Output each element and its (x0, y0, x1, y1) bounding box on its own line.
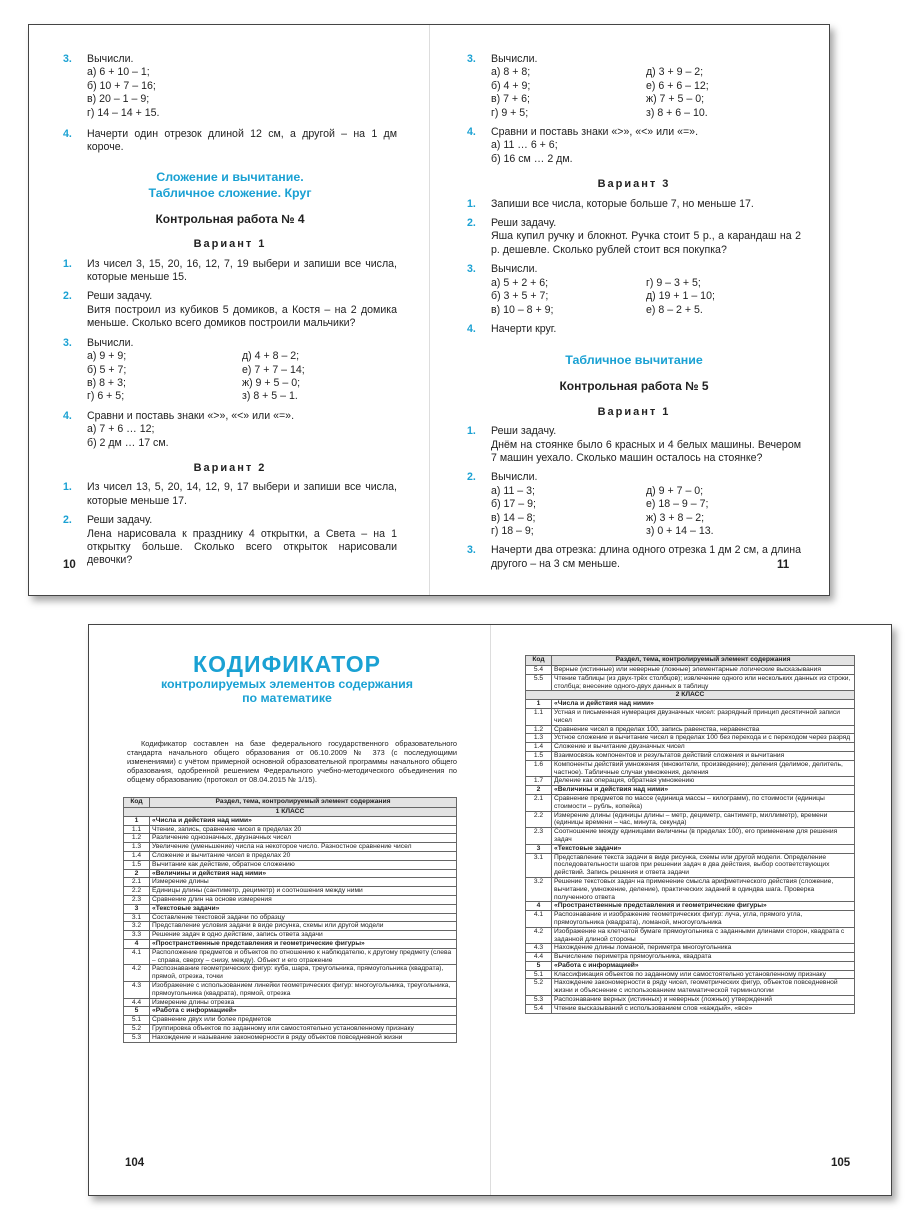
code-cell: 1.4 (526, 743, 552, 752)
content-cell: Расположение предметов и объектов по отношению к наблюдателю, к другому предмету (слева – справа, сверху – снизу, между). Объект и его отражение (150, 948, 457, 965)
code-cell: 4.3 (526, 944, 552, 953)
code-cell: 3.1 (526, 853, 552, 877)
page-10-column (63, 53, 397, 568)
code-cell: 1.3 (526, 734, 552, 743)
content-cell: Измерение длины (единицы длины – метр, дециметр, сантиметр, миллиметр), времени (единицы времени – час, минута, секунда) (552, 811, 855, 828)
content-cell: Сравнение предметов по массе (единица массы – килограмм), по стоимости (единицы стоимости – рубль, копейка) (552, 794, 855, 811)
content-cell: Изображение с использованием линейки геометрических фигур: многоугольника, треугольника, прямоугольника (квадрата), прямой, отрезка (150, 981, 457, 998)
table-row (526, 734, 855, 743)
gutter (429, 25, 430, 595)
table-row (526, 953, 855, 962)
content-cell: «Пространственные представления и геометрические фигуры» (552, 902, 855, 911)
table-row (526, 1004, 855, 1013)
content-cell: Представление условия задачи в виде рисунка, схемы или другой модели (150, 922, 457, 931)
table-row (124, 1033, 457, 1042)
content-cell: Решение задач в одно действие, запись ответа задачи (150, 931, 457, 940)
task-4: 4. Сравни и поставь знаки «>», «<» или «=». а) 11 … 6 + 6; б) 16 см … 2 дм. (467, 126, 699, 165)
content-cell: «Работа с информацией» (552, 961, 855, 970)
code-cell: 2.3 (124, 895, 150, 904)
section-row (526, 844, 855, 853)
table-row (526, 725, 855, 734)
code-cell: 4.2 (124, 965, 150, 982)
code-cell: 1 (124, 816, 150, 825)
codifier-subtitle: контролируемых элементов содержания по математике (160, 677, 414, 705)
table-row (526, 674, 855, 691)
table-row (526, 794, 855, 811)
gutter (490, 625, 491, 1195)
content-cell: Устное сложение и вычитание чисел в пределах 100 без перехода и с переходом через разряд (552, 734, 855, 743)
content-cell: Распознавание верных (истинных) и неверных (ложных) утверждений (552, 996, 855, 1005)
codifier-table-grade-1 (123, 797, 457, 1043)
section-row (526, 961, 855, 970)
content-cell: Измерение длины (150, 878, 457, 887)
section-row (526, 902, 855, 911)
expression-list: а) 6 + 10 – 1; б) 10 + 7 – 16; в) 20 – 1 – 9; г) 14 – 14 + 15. (87, 66, 160, 119)
page-11-column (467, 53, 801, 571)
table-row (526, 970, 855, 979)
table-row (526, 853, 855, 877)
content-cell: Составление текстовой задачи по образцу (150, 913, 457, 922)
section-title: Сложение и вычитание. Табличное сложение. Круг (148, 169, 312, 200)
code-cell: 1.7 (526, 777, 552, 786)
task-1: 1. Реши задачу. Днём на стоянке было 6 красных и 4 белых машины. Вечером 7 машин уехало. Сколько машин осталось на стоянке? (467, 425, 801, 464)
content-cell: Соотношение между единицами величины (в пределах 100), его применение для решения задач (552, 828, 855, 845)
book-spread-pages-10-11 (28, 24, 830, 596)
section-row (526, 700, 855, 709)
content-cell: Распознавание и изображение геометрических фигур: луча, угла, прямого угла, прямоугольника (квадрата), ломаной, многоугольника (552, 911, 855, 928)
table-row (124, 843, 457, 852)
code-cell: 1 (526, 700, 552, 709)
content-cell: Сравнение длин на основе измерения (150, 895, 457, 904)
table-row (124, 931, 457, 940)
section-row (124, 1007, 457, 1016)
code-cell: 5.2 (526, 979, 552, 996)
page-number: 104 (125, 1157, 145, 1169)
code-cell: 4.1 (124, 948, 150, 965)
codifier-title: КОДИФИКАТОР (193, 651, 381, 677)
code-cell: 2.1 (124, 878, 150, 887)
task-2: 2. Вычисли. а) 11 – 3; д) 9 + 7 – 0; б) 17 – 9; е) 18 – 9 – 7; в) 14 – 8; ж) 3 + 8 – 2; г) 18 – 9; з) 0 + 14 – 13. (467, 471, 801, 538)
code-cell: 5.4 (526, 666, 552, 675)
code-cell: 3.1 (124, 913, 150, 922)
code-cell: 4.4 (526, 953, 552, 962)
table-row (526, 877, 855, 901)
table-row (124, 860, 457, 869)
content-cell: Вычисление периметра прямоугольника, квадрата (552, 953, 855, 962)
content-cell: Нахождение закономерности в ряду чисел, геометрических фигур, объектов повседневной жизни и объяснение с использованием математической терминологии (552, 979, 855, 996)
content-cell: «Пространственные представления и геометрические фигуры» (150, 939, 457, 948)
code-cell: 5.1 (124, 1016, 150, 1025)
code-cell: 1.1 (526, 708, 552, 725)
table-row (526, 944, 855, 953)
code-cell: 2.3 (526, 828, 552, 845)
table-row (124, 913, 457, 922)
code-cell: 2.2 (526, 811, 552, 828)
codifier-intro: Кодификатор составлен на базе федерального государственного образовательного стандарта начального общего образования от 06.10.2009 № 373 (с последующими изменениями) с учётом примерной основной образовательной программы начального общего образования, одобренной решением Федерального учебно-методического объединения по общему образованию (протокол от 08.04.2015 № 1/15). (127, 739, 457, 784)
task-1: 1. Запиши все числа, которые больше 7, но меньше 17. (467, 197, 754, 210)
code-cell: 1.6 (526, 760, 552, 777)
task-4: 4. Начерти один отрезок длиной 12 см, а другой – на 1 дм короче. (63, 128, 397, 154)
code-cell: 4.2 (526, 927, 552, 944)
table-row (124, 965, 457, 982)
code-cell: 3.2 (124, 922, 150, 931)
content-cell: Взаимосвязь компонентов и результатов действий сложения и вычитания (552, 751, 855, 760)
content-cell: «Числа и действия над ними» (150, 816, 457, 825)
content-cell: Сложение и вычитание двузначных чисел (552, 743, 855, 752)
content-cell: Деление как операция, обратная умножению (552, 777, 855, 786)
code-cell: 3.3 (124, 931, 150, 940)
variant-title: Вариант 1 (193, 238, 267, 251)
code-cell: 1.1 (124, 825, 150, 834)
variant-title: Вариант 1 (597, 405, 671, 418)
content-cell: Вычитание как действие, обратное сложению (150, 860, 457, 869)
content-cell: Компоненты действий умножения (множители, произведение); деления (делимое, делитель, частное). Табличные случаи умножения, деления (552, 760, 855, 777)
content-cell: Чтение таблицы (из двух-трёх столбцов); извлечение одного или нескольких данных из строки, столбца; внесение одного-двух данных в таблицу (552, 674, 855, 691)
code-cell: 1.5 (526, 751, 552, 760)
task-3: 3. Вычисли. а) 6 + 10 – 1; б) 10 + 7 – 16; в) 20 – 1 – 9; г) 14 – 14 + 15. (63, 53, 397, 120)
expression-grid: а) 8 + 8; д) 3 + 9 – 2; б) 4 + 9; е) 6 + 6 – 12; в) 7 + 6; ж) 7 + 5 – 0; г) 9 + 5; з) 8 + 6 – 10. (491, 66, 709, 119)
content-cell: Единицы длины (сантиметр, дециметр) и соотношения между ними (150, 887, 457, 896)
code-cell: 2.2 (124, 887, 150, 896)
task-2: 2. Реши задачу. Лена нарисовала к празднику 4 открытки, а Света – на 1 открытку больше. Сколько всего открыток нарисовали девочки? (63, 514, 397, 567)
table-row (526, 979, 855, 996)
code-cell: 5.1 (526, 970, 552, 979)
content-cell: Распознавание геометрических фигур: куба, шара, треугольника, прямоугольника (квадрата), прямой, отрезка, точки (150, 965, 457, 982)
task-3: 3. Вычисли. а) 8 + 8; д) 3 + 9 – 2; б) 4 + 9; е) 6 + 6 – 12; в) 7 + 6; ж) 7 + 5 – 0; г) 9 + 5; з) 8 + 6 – 10. (467, 53, 801, 120)
content-cell: Сравнение чисел в пределах 100, запись равенства, неравенства (552, 725, 855, 734)
codifier-table (123, 797, 457, 1043)
task-2: 2. Реши задачу. Витя построил из кубиков 5 домиков, а Костя – на 2 домика меньше. Сколько всего домиков построили мальчики? (63, 290, 397, 330)
codifier-table-grade-2 (525, 655, 855, 1014)
table-row (124, 895, 457, 904)
section-row (124, 869, 457, 878)
table-header: Код Раздел, тема, контролируемый элемент содержания (526, 656, 855, 666)
content-cell: Устная и письменная нумерация двузначных чисел: разрядный принцип десятичной записи чисел (552, 708, 855, 725)
content-cell: Группировка объектов по заданному или самостоятельно установленному признаку (150, 1024, 457, 1033)
content-cell: «Текстовые задачи» (552, 844, 855, 853)
code-cell: 1.5 (124, 860, 150, 869)
code-cell: 5.3 (526, 996, 552, 1005)
book-spread-pages-104-105 (88, 624, 892, 1196)
table-row (124, 887, 457, 896)
content-cell: «Величины и действия над ними» (552, 786, 855, 795)
page-number: 10 (63, 559, 76, 571)
code-cell: 4.1 (526, 911, 552, 928)
table-row (526, 708, 855, 725)
content-cell: Изображение на клетчатой бумаге прямоугольника с заданными длинами сторон, квадрата с заданной длиной стороны (552, 927, 855, 944)
section-row (124, 904, 457, 913)
test-title: Контрольная работа № 5 (559, 379, 709, 394)
content-cell: Представление текста задачи в виде рисунка, схемы или другой модели. Определение последовательности шагов при решении задач в два действия, выбор соответствующих действий. Запись решения и ответа задачи (552, 853, 855, 877)
content-cell: «Числа и действия над ними» (552, 700, 855, 709)
code-cell: 3.2 (526, 877, 552, 901)
table-row (526, 927, 855, 944)
table-row (526, 911, 855, 928)
code-cell: 1.3 (124, 843, 150, 852)
code-cell: 4 (124, 939, 150, 948)
content-cell: «Текстовые задачи» (150, 904, 457, 913)
table-row (526, 743, 855, 752)
expression-grid: а) 5 + 2 + 6; г) 9 – 3 + 5; б) 3 + 5 + 7; д) 19 + 1 – 10; в) 10 – 8 + 9; е) 8 – 2 + 5. (491, 276, 715, 316)
content-cell: «Работа с информацией» (150, 1007, 457, 1016)
variant-title: Вариант 3 (597, 178, 671, 191)
table-row (526, 666, 855, 675)
grade-label: 1 КЛАСС (124, 808, 457, 817)
table-row (124, 825, 457, 834)
task-4: 4. Сравни и поставь знаки «>», «<» или «=». а) 7 + 6 … 12; б) 2 дм … 17 см. (63, 409, 295, 449)
code-cell: 5 (526, 961, 552, 970)
code-cell: 5.4 (526, 1004, 552, 1013)
expression-grid: а) 11 – 3; д) 9 + 7 – 0; б) 17 – 9; е) 18 – 9 – 7; в) 14 – 8; ж) 3 + 8 – 2; г) 18 – 9; з) 0 + 14 – 13. (491, 484, 714, 537)
table-row (526, 760, 855, 777)
content-cell: Классификация объектов по заданному или самостоятельно установленному признаку (552, 970, 855, 979)
code-cell: 5.5 (526, 674, 552, 691)
table-row (124, 878, 457, 887)
table-row (526, 996, 855, 1005)
task-4: 4. Начерти круг. (467, 322, 557, 335)
table-row (526, 828, 855, 845)
content-cell: Нахождение и называние закономерности в ряду объектов повседневной жизни (150, 1033, 457, 1042)
code-cell: 4.4 (124, 998, 150, 1007)
code-cell: 5.3 (124, 1033, 150, 1042)
code-cell: 2.1 (526, 794, 552, 811)
table-row (124, 1024, 457, 1033)
grade-row (124, 808, 457, 817)
page-number: 105 (831, 1157, 851, 1169)
code-cell: 4.3 (124, 981, 150, 998)
code-cell: 2 (526, 786, 552, 795)
task-3: 3. Вычисли. а) 9 + 9; д) 4 + 8 – 2; б) 5 + 7; е) 7 + 7 – 14; в) 8 + 3; ж) 9 + 5 – 0; г) 6 + 5; з) 8 + 5 – 1. (63, 337, 397, 404)
content-cell: Решение текстовых задач на применение смысла арифметического действия (сложение, вычитание, умножение, деление), практических заданий в одиндва шага. Проверка полученного ответа (552, 877, 855, 901)
test-title: Контрольная работа № 4 (155, 211, 305, 226)
table-row (526, 811, 855, 828)
table-row (124, 834, 457, 843)
code-cell: 5.2 (124, 1024, 150, 1033)
content-cell: Различение однозначных, двузначных чисел (150, 834, 457, 843)
content-cell: Увеличение (уменьшение) числа на некоторое число. Разностное сравнение чисел (150, 843, 457, 852)
content-cell: Измерение длины отрезка (150, 998, 457, 1007)
content-cell: «Величины и действия над ними» (150, 869, 457, 878)
task-3: 3. Вычисли. а) 5 + 2 + 6; г) 9 – 3 + 5; б) 3 + 5 + 7; д) 19 + 1 – 10; в) 10 – 8 + 9; е) 8 – 2 + 5. (467, 263, 801, 317)
table-row (526, 777, 855, 786)
code-cell: 1.2 (124, 834, 150, 843)
content-cell: Сравнение двух или более предметов (150, 1016, 457, 1025)
page-number: 11 (777, 559, 790, 571)
section-row (526, 786, 855, 795)
table-row (526, 751, 855, 760)
code-cell: 3 (124, 904, 150, 913)
task-3: 3. Начерти два отрезка: длина одного отрезка 1 дм 2 см, а длина другого – на 3 см меньше. (467, 544, 801, 570)
content-cell: Сложение и вычитание чисел в пределах 20 (150, 851, 457, 860)
table-header: Код Раздел, тема, контролируемый элемент содержания (124, 798, 457, 808)
code-cell: 3 (526, 844, 552, 853)
table-row (124, 998, 457, 1007)
codifier-table (525, 655, 855, 1014)
code-cell: 5 (124, 1007, 150, 1016)
section-row (124, 816, 457, 825)
table-row (124, 922, 457, 931)
grade-row (526, 691, 855, 700)
task-1: 1. Из чисел 13, 5, 20, 14, 12, 9, 17 выбери и запиши все числа, которые меньше 17. (63, 481, 397, 507)
grade-label: 2 КЛАСС (526, 691, 855, 700)
code-cell: 4 (526, 902, 552, 911)
content-cell: Чтение, запись, сравнение чисел в пределах 20 (150, 825, 457, 834)
section-title: Табличное вычитание (565, 353, 703, 368)
task-label: Вычисли. (87, 53, 134, 65)
expression-grid: а) 9 + 9; д) 4 + 8 – 2; б) 5 + 7; е) 7 + 7 – 14; в) 8 + 3; ж) 9 + 5 – 0; г) 6 + 5; з) 8 + 5 – 1. (87, 350, 305, 403)
code-cell: 2 (124, 869, 150, 878)
content-cell: Верные (истинные) или неверные (ложные) элементарные логические высказывания (552, 666, 855, 675)
table-row (124, 981, 457, 998)
section-row (124, 939, 457, 948)
code-cell: 1.2 (526, 725, 552, 734)
code-cell: 1.4 (124, 851, 150, 860)
content-cell: Чтение высказываний с использованием слов «каждый», «все» (552, 1004, 855, 1013)
content-cell: Нахождение длины ломаной, периметра многоугольника (552, 944, 855, 953)
task-2: 2. Реши задачу. Яша купил ручку и блокнот. Ручка стоит 5 р., а карандаш на 2 р. дешевле. Сколько рублей стоит вся покупка? (467, 217, 801, 256)
variant-title: Вариант 2 (193, 461, 267, 474)
table-row (124, 948, 457, 965)
task-1: 1. Из чисел 3, 15, 20, 16, 12, 7, 19 выбери и запиши все числа, которые меньше 15. (63, 257, 397, 284)
table-row (124, 851, 457, 860)
table-row (124, 1016, 457, 1025)
